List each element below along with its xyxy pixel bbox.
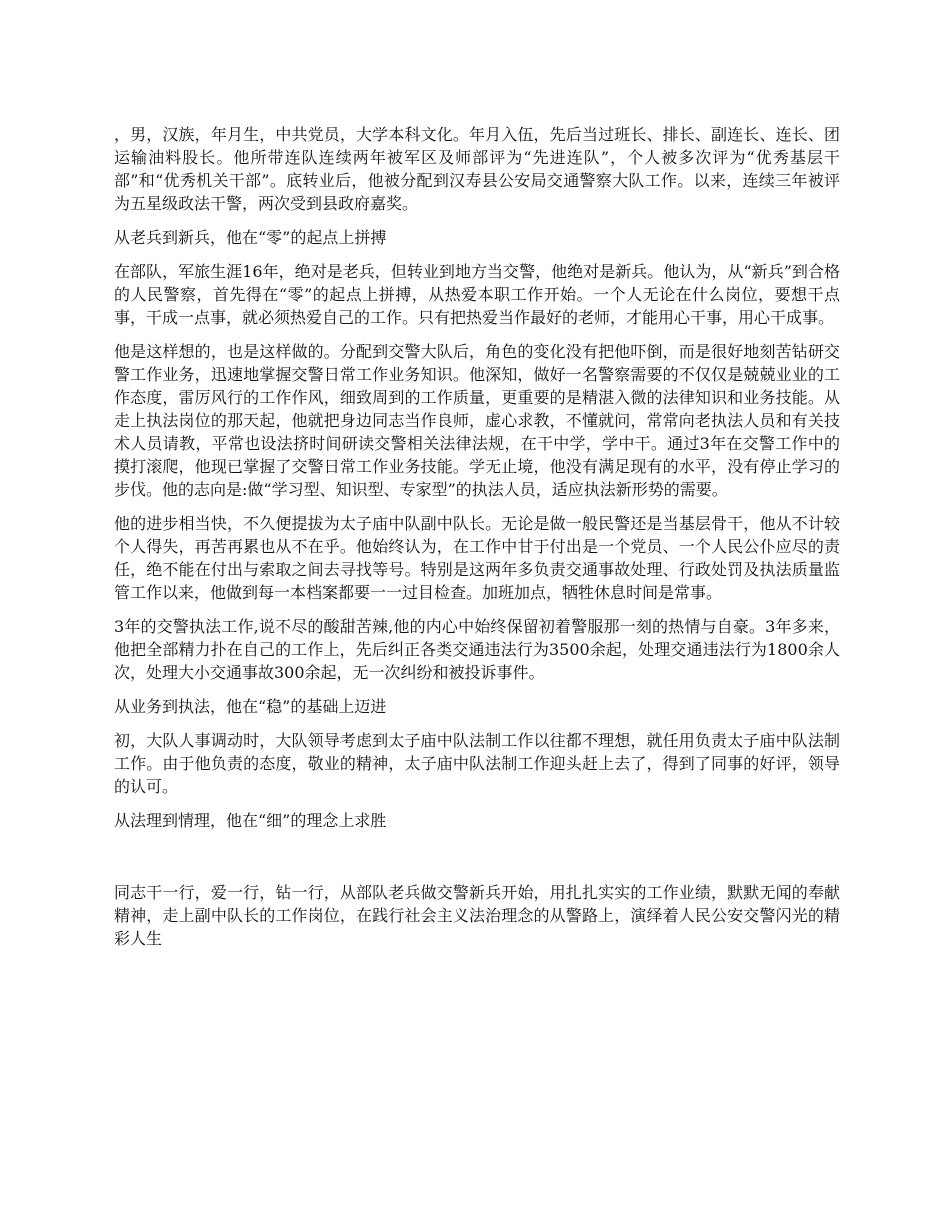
closing-paragraph: 同志干一行，爱一行，钻一行，从部队老兵做交警新兵开始，用扎扎实实的工作业绩，默默无闻的奉献精神，走上副中队长的工作岗位，在践行社会主义法治理念的从警路上，演绎着人民公安交警闪光的精彩人生 (114, 883, 840, 948)
section-heading-detail: 从法理到情理，他在“细”的理念上求胜 (114, 811, 387, 830)
body-paragraph: 3年的交警执法工作,说不尽的酸甜苦辣,他的内心中始终保留初着警服那一刻的热情与自豪。3年多来，他把全部精力扑在自己的工作上，先后纠正各类交通违法行为3500余起，处理交通违法行为1800余人次，处理大小交通事故300余起，无一次纠纷和被投诉事件。 (114, 617, 840, 682)
intro-paragraph: ，男，汉族，年月生，中共党员，大学本科文化。年月入伍，先后当过班长、排长、副连长、连长、团运输油料股长。他所带连队连续两年被军区及师部评为“先进连队”，个人被多次评为“优秀基层干部”和“优秀机关干部”。底转业后，他被分配到汉寿县公安局交通警察大队工作。以来，连续三年被评为五星级政法干警，两次受到县政府嘉奖。 (114, 125, 840, 213)
body-paragraph: 初，大队人事调动时，大队领导考虑到太子庙中队法制工作以往都不理想，就任用负责太子庙中队法制工作。由于他负责的态度，敬业的精神，太子庙中队法制工作迎头赶上去了，得到了同事的好评，领导的认可。 (114, 731, 840, 796)
body-paragraph: 他是这样想的，也是这样做的。分配到交警大队后，角色的变化没有把他吓倒，而是很好地刻苦钻研交警工作业务，迅速地掌握交警日常工作业务知识。他深知，做好一名警察需要的不仅仅是兢兢业业的工作态度，雷厉风行的工作作风，细致周到的工作质量，更重要的是精湛入微的法律知识和业务技能。从走上执法岗位的那天起，他就把身边同志当作良师，虚心求教，不懂就问，常常向老执法人员和有关技术人员请教，平常也设法挤时间研读交警相关法律法规，在干中学，学中干。通过3年在交警工作中的摸打滚爬，他现已掌握了交警日常工作业务技能。学无止境，他没有满足现有的水平，没有停止学习的步伐。他的志向是:做“学习型、知识型、专家型”的执法人员，适应执法新形势的需要。 (114, 342, 840, 499)
body-paragraph: 他的进步相当快，不久便提拔为太子庙中队副中队长。无论是做一般民警还是当基层骨干，他从不计较个人得失，再苦再累也从不在乎。他始终认为，在工作中甘于付出是一个党员、一个人民公仆应尽的责任，绝不能在付出与索取之间去寻找等号。特别是这两年多负责交通事故处理、行政处罚及执法质量监管工作以来，他做到每一本档案都要一一过目检查。加班加点，牺牲休息时间是常事。 (114, 514, 840, 602)
body-paragraph: 在部队，军旅生涯16年，绝对是老兵，但转业到地方当交警，他绝对是新兵。他认为，从“新兵”到合格的人民警察，首先得在“零”的起点上拼搏，从热爱本职工作开始。一个人无论在什么岗位，要想干点事，干成一点事，就必须热爱自己的工作。只有把热爱当作最好的老师，才能用心干事，用心干成事。 (114, 262, 840, 327)
document-body (114, 123, 840, 961)
blank-gap (114, 843, 840, 881)
section-heading-new-recruit: 从老兵到新兵，他在“零”的起点上拼搏 (114, 228, 387, 247)
section-heading-steady: 从业务到执法，他在“稳”的基础上迈进 (114, 697, 387, 716)
